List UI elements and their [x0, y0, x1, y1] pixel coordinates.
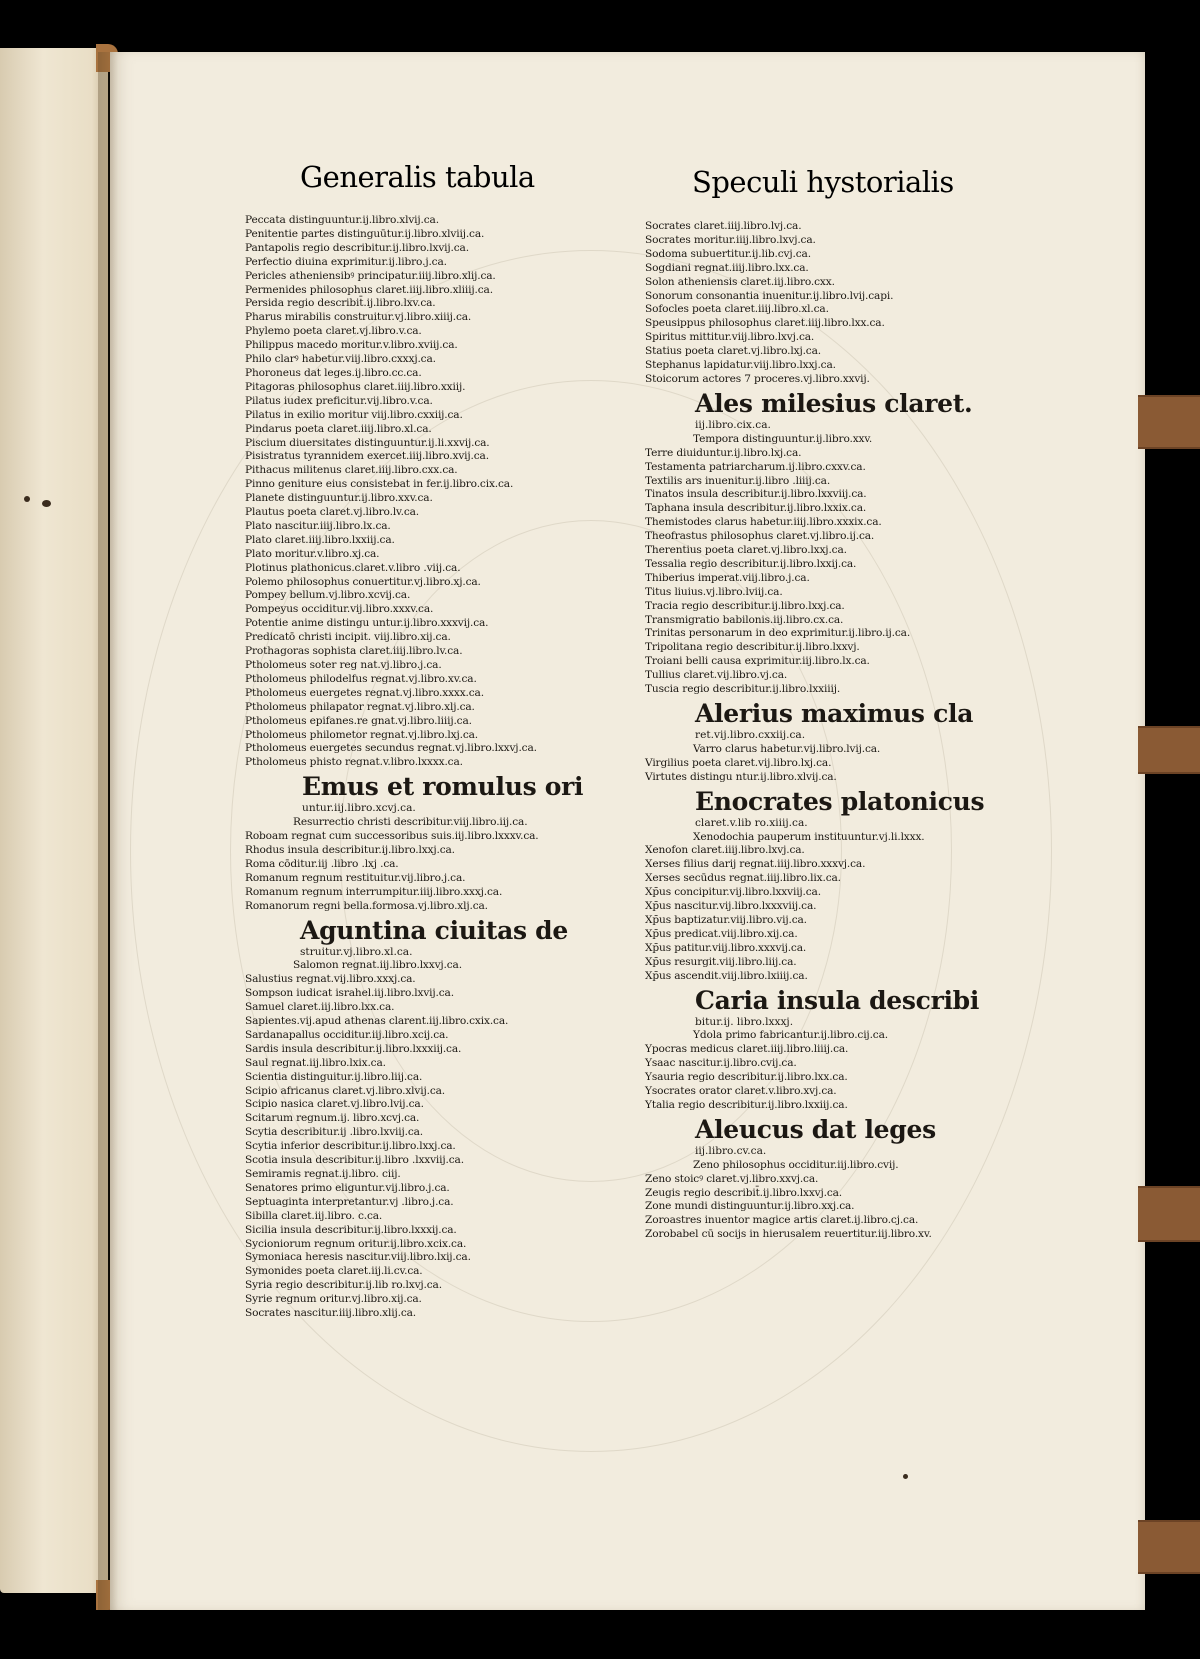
list-item: Socrates moritur.iiij.libro.lxvj.ca.	[645, 233, 816, 246]
list-item: Piscium diuersitates distinguuntur.ij.li.xxvij.ca.	[245, 436, 490, 449]
list-item: Plato claret.iiij.libro.lxxiij.ca.	[245, 533, 395, 546]
entry-list	[245, 973, 585, 1321]
list-item: Scitarum regnum.ij. libro.xcvj.ca.	[245, 1112, 420, 1125]
list-item: Xerses filius darij regnat.iiij.libro.xxxvj.ca.	[645, 858, 866, 871]
list-item: Xp̄us patitur.viij.libro.xxxvij.ca.	[645, 941, 807, 954]
list-item: Ysauria regio describitur.ij.libro.lxx.ca.	[645, 1071, 848, 1084]
list-item: Stephanus lapidatur.viij.libro.lxxj.ca.	[645, 359, 836, 372]
list-item: Scytia inferior describitur.ij.libro.lxxj.ca.	[245, 1140, 456, 1153]
list-item: Septuaginta interpretantur.vj .libro.j.ca.	[245, 1195, 454, 1208]
list-item: Prothagoras sophista claret.iiij.libro.lv.ca.	[245, 645, 463, 658]
list-item: Ptholomeus phisto regnat.v.libro.lxxxx.ca.	[245, 756, 463, 769]
list-item: Phylemo poeta claret.vj.libro.v.ca.	[245, 325, 422, 338]
list-item: Plotinus plathonicus.claret.v.libro .viij.ca.	[245, 561, 461, 574]
section-heading: Ales milesius claret.	[695, 388, 973, 418]
list-item: Virgilius poeta claret.vij.libro.lxj.ca.	[645, 756, 832, 769]
list-item: Sicilia insula describitur.ij.libro.lxxxij.ca.	[245, 1223, 457, 1236]
page-title-left: Generalis tabula	[300, 160, 535, 194]
list-item: Pilatus iudex preficitur.vij.libro.v.ca.	[245, 394, 433, 407]
list-item: Ptholomeus philometor regnat.vj.libro.lxj.ca.	[245, 728, 479, 741]
list-item: Predicatō christi incipit. viij.libro.xij.ca.	[245, 631, 451, 644]
section-heading: Aleucus dat leges	[695, 1114, 936, 1144]
page-speck	[903, 1474, 908, 1479]
gutter-shadow	[98, 52, 118, 1610]
list-item: Ptholomeus soter reg nat.vj.libro.j.ca.	[245, 659, 442, 671]
list-item: Salomon regnat.iij.libro.lxxvj.ca.	[293, 959, 462, 972]
list-item: Themistodes clarus habetur.iiij.libro.xxxix.ca.	[645, 516, 882, 529]
list-item: Salustius regnat.vij.libro.xxxj.ca.	[245, 973, 416, 986]
entry-list	[245, 830, 585, 913]
list-item: Pompey bellum.vj.libro.xcvij.ca.	[245, 589, 411, 602]
list-item: Sodoma subuertitur.ij.lib.cvj.ca.	[645, 247, 811, 260]
section-heading: Caria insula describi	[695, 985, 980, 1015]
list-item: Sapientes.vij.apud athenas clarent.iij.libro.cxix.ca.	[245, 1015, 509, 1028]
list-item: Trinitas personarum in deo exprimitur.ij.libro.ij.ca.	[645, 627, 911, 640]
list-item: Xenofon claret.iiij.libro.lxvj.ca.	[645, 844, 805, 857]
entry-list	[645, 1029, 990, 1043]
clasp-strap	[1138, 1186, 1200, 1242]
list-item: Pitagoras philosophus claret.iiij.libro.xxiij.	[245, 380, 466, 393]
list-item: Zeno philosophus occiditur.iij.libro.cvij.	[693, 1158, 899, 1171]
clasp-strap	[1138, 1520, 1200, 1574]
section-heading-continuation: struitur.vj.libro.xl.ca.	[300, 945, 413, 958]
list-item: Varro clarus habetur.vij.libro.lvij.ca.	[693, 742, 881, 755]
list-item: Roma cōditur.iij .libro .lxj .ca.	[245, 857, 399, 870]
list-item: Pharus mirabilis construitur.vj.libro.xiiij.ca.	[245, 311, 472, 324]
list-item: Perfectio diuina exprimitur.ij.libro.j.ca.	[245, 255, 447, 268]
section-heading-continuation: iij.libro.cix.ca.	[695, 418, 771, 431]
list-item: Speusippus philosophus claret.iiij.libro.lxx.ca.	[645, 317, 885, 330]
list-item: Semiramis regnat.ij.libro. ciij.	[245, 1168, 401, 1180]
list-item: Pisistratus tyrannidem exercet.iiij.libro.xvij.ca.	[245, 450, 489, 463]
list-item: Sardanapallus occiditur.iij.libro.xcij.ca.	[245, 1028, 449, 1041]
list-item: Scipio nasica claret.vj.libro.lvij.ca.	[245, 1098, 424, 1111]
list-item: Peccata distinguuntur.ij.libro.xlvij.ca.	[245, 214, 439, 226]
list-item: Ptholomeus philodelfus regnat.vj.libro.xv.ca.	[245, 672, 477, 685]
list-item: Pindarus poeta claret.iiij.libro.xl.ca.	[245, 422, 432, 435]
list-item: Textilis ars inuenitur.ij.libro .liiij.ca.	[645, 474, 831, 487]
list-item: Xp̄us concipitur.vij.libro.lxxviij.ca.	[645, 886, 821, 899]
list-item: Tessalia regio describitur.ij.libro.lxxij.ca.	[645, 557, 857, 570]
list-item: Potentie anime distingu untur.ij.libro.xxxvij.ca.	[245, 617, 489, 630]
list-item: Syria regio describitur.ij.lib ro.lxvj.ca.	[245, 1279, 442, 1292]
list-item: Rhodus insula describitur.ij.libro.lxxj.ca.	[245, 843, 455, 856]
list-item: Tracia regio describitur.ij.libro.lxxj.ca.	[645, 599, 845, 612]
list-item: Socrates nascitur.iiij.libro.xlij.ca.	[245, 1307, 416, 1320]
section-heading-continuation: claret.v.lib ro.xiiij.ca.	[695, 816, 808, 829]
clasp-strap	[1138, 395, 1200, 449]
list-item: Polemo philosophus conuertitur.vj.libro.xj.ca.	[245, 575, 481, 588]
list-item: Phoroneus dat leges.ij.libro.cc.ca.	[245, 366, 422, 379]
list-item: Xp̄us baptizatur.viij.libro.vij.ca.	[645, 913, 807, 926]
section-heading-continuation: bitur.ij. libro.lxxxj.	[695, 1015, 794, 1028]
list-item: Pithacus militenus claret.iiij.libro.cxx.ca.	[245, 464, 458, 477]
left-page-mark	[24, 496, 30, 502]
list-item: Penitentie partes distinguūtur.ij.libro.xlviij.ca.	[245, 227, 485, 240]
list-item: Ytalia regio describitur.ij.libro.lxxiij.ca.	[645, 1098, 848, 1111]
list-item: Senatores primo eliguntur.vij.libro.j.ca.	[245, 1181, 450, 1194]
list-item: Theofrastus philosophus claret.vj.libro.ij.ca.	[645, 530, 875, 543]
list-item: Transmigratio babilonis.iij.libro.cx.ca.	[645, 613, 844, 626]
section-heading: Emus et romulus ori	[302, 772, 584, 802]
entry-list	[245, 816, 585, 830]
list-item: Testamenta patriarcharum.ij.libro.cxxv.ca.	[645, 460, 866, 473]
entry-list	[645, 447, 990, 697]
list-item: Scipio africanus claret.vj.libro.xlvij.ca.	[245, 1084, 445, 1097]
right-column	[645, 220, 990, 1242]
list-item: Ptholomeus euergetes secundus regnat.vj.libro.lxxvj.ca.	[245, 742, 537, 755]
list-item: Therentius poeta claret.vj.libro.lxxj.ca.	[645, 544, 847, 557]
list-item: Pericles atheniensibꝰ principatur.iiij.libro.xlij.ca.	[245, 269, 496, 282]
list-item: Troiani belli causa exprimitur.iij.libro.lx.ca.	[645, 655, 870, 668]
list-item: Tinatos insula describitur.ij.libro.lxxviij.ca.	[645, 488, 867, 501]
list-item: Syrie regnum oritur.vj.libro.xij.ca.	[245, 1293, 422, 1306]
list-item: Socrates claret.iiij.libro.lvj.ca.	[645, 220, 802, 232]
entry-list	[645, 220, 990, 387]
section-heading: Alerius maximus cla	[695, 699, 974, 728]
left-column	[245, 214, 585, 1321]
list-item: Pilatus in exilio moritur viij.libro.cxxiij.ca.	[245, 408, 463, 421]
list-item: Thiberius imperat.viij.libro.j.ca.	[645, 571, 810, 584]
section-heading: Aguntina ciuitas de	[300, 915, 568, 945]
list-item: Saul regnat.iij.libro.lxix.ca.	[245, 1056, 386, 1069]
entry-list	[645, 831, 990, 845]
list-item: Spiritus mittitur.viij.libro.lxvj.ca.	[645, 331, 815, 344]
entry-list	[645, 433, 990, 447]
list-item: Samuel claret.iij.libro.lxx.ca.	[245, 1001, 395, 1014]
list-item: Plato nascitur.iiij.libro.lx.ca.	[245, 519, 391, 532]
list-item: Zorobabel cū socijs in hierusalem reuertitur.iij.libro.xv.	[645, 1228, 932, 1241]
entry-list	[645, 1173, 990, 1243]
entry-list	[645, 757, 990, 785]
list-item: Persida regio describit̄.ij.libro.lxv.ca.	[245, 297, 436, 310]
list-item: Stoicorum actores 7 proceres.vj.libro.xxvij.	[645, 372, 870, 385]
list-item: Romanorum regni bella.formosa.vj.libro.xlj.ca.	[245, 899, 488, 912]
list-item: Romanum regnum interrumpitur.iiij.libro.xxxj.ca.	[245, 885, 503, 898]
list-item: Sonorum consonantia inuenitur.ij.libro.lvij.capi.	[645, 289, 894, 302]
list-item: Scientia distinguitur.ij.libro.liij.ca.	[245, 1070, 423, 1083]
list-item: Xenodochia pauperum instituuntur.vj.li.lxxx.	[693, 830, 925, 843]
clasp-strap	[1138, 726, 1200, 774]
list-item: Xerses secūdus regnat.iiij.libro.lix.ca.	[645, 872, 841, 885]
list-item: Xp̄us resurgit.viij.libro.liij.ca.	[645, 955, 797, 968]
list-item: Sompson iudicat israhel.iij.libro.lxvij.ca.	[245, 987, 454, 1000]
list-item: Zoroastres inuentor magice artis claret.ij.libro.cj.ca.	[645, 1214, 919, 1227]
list-item: Ptholomeus euergetes regnat.vj.libro.xxxx.ca.	[245, 686, 484, 699]
list-item: Solon atheniensis claret.iij.libro.cxx.	[645, 275, 835, 288]
list-item: Xp̄us predicat.viij.libro.xij.ca.	[645, 927, 798, 940]
page-title-right: Speculi hystorialis	[692, 165, 954, 199]
list-item: Pompeyus occiditur.vij.libro.xxxv.ca.	[245, 603, 434, 616]
list-item: Scytia describitur.ij .libro.lxviij.ca.	[245, 1126, 424, 1139]
list-item: Ysaac nascitur.ij.libro.cvij.ca.	[645, 1057, 797, 1070]
list-item: Symonides poeta claret.iij.li.cv.ca.	[245, 1265, 423, 1278]
list-item: Ydola primo fabricantur.ij.libro.cij.ca.	[693, 1029, 888, 1042]
list-item: Ptholomeus philapator regnat.vj.libro.xlj.ca.	[245, 700, 475, 713]
list-item: Symoniaca heresis nascitur.viij.libro.lxij.ca.	[245, 1251, 471, 1264]
list-item: Zeno stoicꝰ claret.vj.libro.xxvj.ca.	[645, 1172, 819, 1185]
list-item: Philo clarꝰ habetur.viij.libro.cxxxj.ca.	[245, 353, 436, 366]
list-item: Sibilla claret.iij.libro. c.ca.	[245, 1209, 383, 1222]
list-item: Philippus macedo moritur.v.libro.xviij.ca.	[245, 339, 458, 352]
list-item: Planete distinguuntur.ij.libro.xxv.ca.	[245, 492, 433, 505]
left-page-edge	[0, 48, 108, 1593]
list-item: Sofocles poeta claret.iiij.libro.xl.ca.	[645, 303, 829, 316]
list-item: Tempora distinguuntur.ij.libro.xxv.	[693, 432, 873, 445]
entry-list	[645, 1043, 990, 1113]
list-item: Pinno geniture eius consistebat in fer.ij.libro.cix.ca.	[245, 478, 514, 491]
list-item: Sycioniorum regnum oritur.ij.libro.xcix.ca.	[245, 1237, 467, 1250]
list-item: Titus liuius.vj.libro.lviij.ca.	[645, 585, 783, 598]
list-item: Permenides philosophus claret.iiij.libro.xliiij.ca.	[245, 283, 493, 296]
list-item: Sogdiani regnat.iiij.libro.lxx.ca.	[645, 261, 809, 274]
entry-list	[245, 959, 585, 973]
left-page-mark	[42, 500, 51, 507]
list-item: Taphana insula describitur.ij.libro.lxxix.ca.	[645, 502, 867, 515]
section-heading-continuation: ret.vij.libro.cxxiij.ca.	[695, 729, 806, 741]
list-item: Tuscia regio describitur.ij.libro.lxxiiij.	[645, 683, 841, 696]
entry-list	[645, 1159, 990, 1173]
list-item: Ypocras medicus claret.iiij.libro.liiij.ca.	[645, 1043, 849, 1056]
list-item: Romanum regnum restituitur.vij.libro.j.ca.	[245, 871, 466, 884]
section-heading: Enocrates platonicus	[695, 786, 985, 816]
entry-list	[645, 743, 990, 757]
list-item: Ysocrates orator claret.v.libro.xvj.ca.	[645, 1085, 837, 1098]
list-item: Plato moritur.v.libro.xj.ca.	[245, 547, 380, 560]
list-item: Xp̄us nascitur.vij.libro.lxxxviij.ca.	[645, 900, 817, 913]
list-item: Terre diuiduntur.ij.libro.lxj.ca.	[645, 446, 802, 459]
list-item: Zone mundi distinguuntur.ij.libro.xxj.ca.	[645, 1200, 855, 1213]
entry-list	[645, 844, 990, 983]
section-heading-continuation: untur.iij.libro.xcvj.ca.	[302, 802, 416, 815]
list-item: Virtutes distingu ntur.ij.libro.xlvij.ca.	[645, 770, 837, 783]
list-item: Roboam regnat cum successoribus suis.iij.libro.lxxxv.ca.	[245, 830, 539, 843]
list-item: Resurrectio christi describitur.viij.libro.iij.ca.	[293, 816, 528, 829]
entry-list	[245, 214, 585, 770]
list-item: Ptholomeus epifanes.re gnat.vj.libro.liiij.ca.	[245, 714, 472, 727]
list-item: Xp̄us ascendit.viij.libro.lxiiij.ca.	[645, 969, 808, 982]
list-item: Plautus poeta claret.vj.libro.lv.ca.	[245, 506, 420, 519]
section-heading-continuation: iij.libro.cv.ca.	[695, 1144, 767, 1157]
list-item: Tripolitana regio describitur.ij.libro.lxxvj.	[645, 641, 860, 654]
list-item: Scotia insula describitur.ij.libro .lxxviij.ca.	[245, 1154, 464, 1167]
list-item: Statius poeta claret.vj.libro.lxj.ca.	[645, 345, 821, 358]
list-item: Tullius claret.vij.libro.vj.ca.	[645, 669, 788, 682]
list-item: Zeugis regio describit̄.ij.libro.lxxvj.ca.	[645, 1186, 843, 1199]
list-item: Sardis insula describitur.ij.libro.lxxxiij.ca.	[245, 1042, 462, 1055]
list-item: Pantapolis regio describitur.ij.libro.lxvij.ca.	[245, 241, 469, 254]
